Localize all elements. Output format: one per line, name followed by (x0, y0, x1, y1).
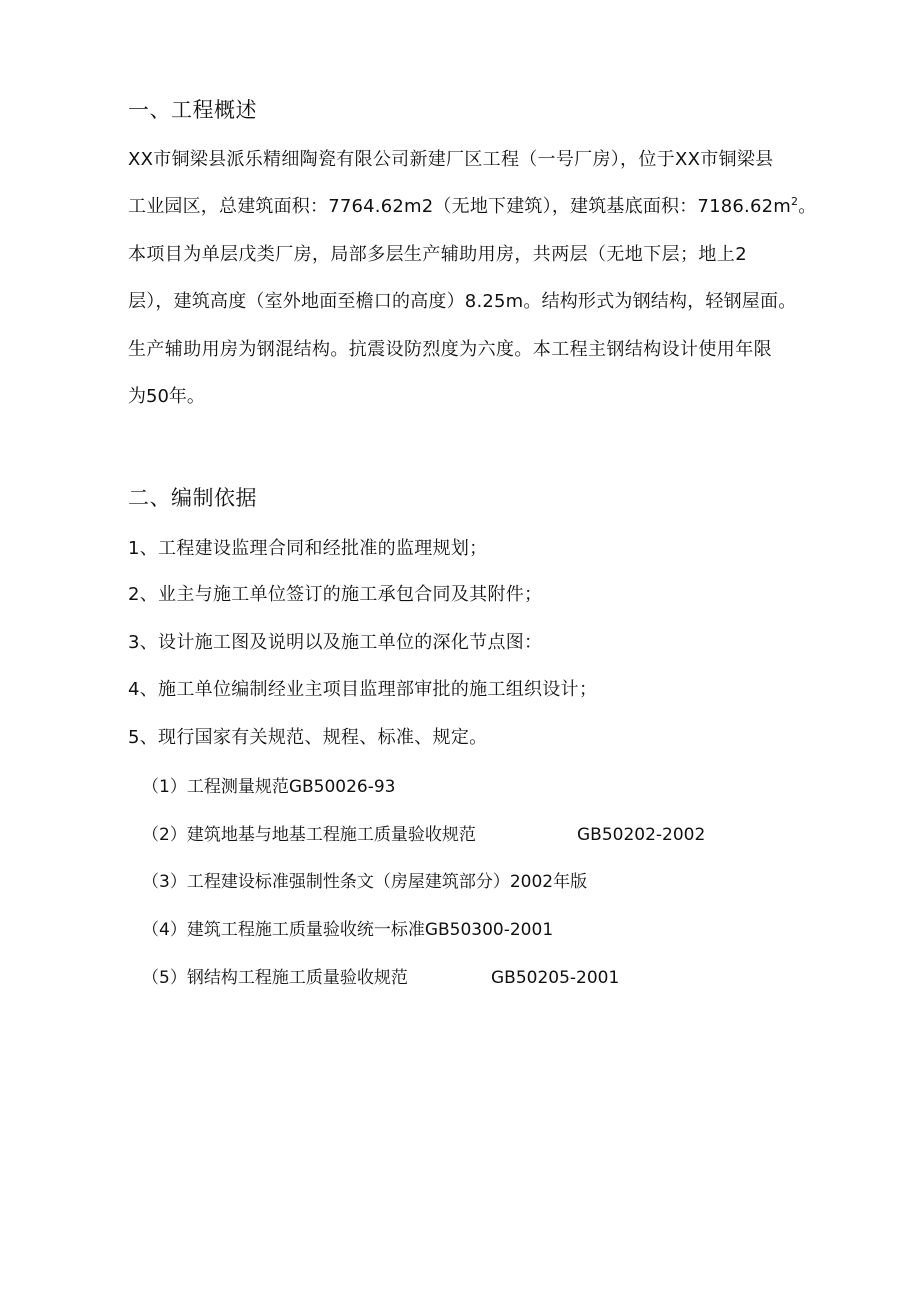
overview-line-2 (128, 193, 816, 221)
basis-item-4: 4、施工单位编制经业主项目监理部审批的施工组织设计； (128, 679, 598, 700)
standard-item-2-code: GB50202-2002 (577, 825, 706, 845)
overview-line-5: 生产辅助用房为钢混结构。抗震设防烈度为六度。本工程主钢结构设计使用年限 (128, 339, 772, 360)
standard-item-4: （4）建筑工程施工质量验收统一标准GB50300-2001 (142, 920, 554, 940)
section-heading-overview: 一、工程概述 (128, 98, 257, 122)
standard-item-5: （5）钢结构工程施工质量验收规范 (142, 968, 408, 988)
basis-item-1: 1、工程建设监理合同和经批准的监理规划； (128, 538, 488, 559)
standard-item-2: （2）建筑地基与地基工程施工质量验收规范 (142, 825, 476, 845)
overview-line-1: XX市铜梁县派乐精细陶瓷有限公司新建厂区工程（一号厂房），位于XX市铜梁县 (128, 149, 774, 170)
standard-item-1: （1）工程测量规范GB50026-93 (142, 777, 396, 797)
section-heading-basis: 二、编制依据 (128, 486, 257, 510)
overview-line-4: 层），建筑高度（室外地面至檐口的高度）8.25m。结构形式为钢结构，轻钢屋面。 (128, 291, 797, 312)
overview-line-6: 为50年。 (128, 386, 205, 407)
basis-item-5: 5、现行国家有关规范、规程、标准、规定。 (128, 727, 488, 748)
overview-line-2-text: 工业园区，总建筑面积：7764.62m2（无地下建筑），建筑基底面积：7186.62m (128, 196, 791, 217)
overview-line-2-end: 。 (798, 196, 817, 217)
standard-item-3: （3）工程建设标准强制性条文（房屋建筑部分）2002年版 (142, 872, 588, 892)
basis-item-2: 2、业主与施工单位签订的施工承包合同及其附件； (128, 584, 543, 605)
overview-line-3: 本项目为单层戊类厂房，局部多层生产辅助用房，共两层（无地下层；地上2 (128, 244, 748, 265)
basis-item-3: 3、设计施工图及说明以及施工单位的深化节点图： (128, 632, 543, 653)
standard-item-5-code: GB50205-2001 (491, 968, 620, 988)
superscript-2: 2 (791, 195, 799, 208)
